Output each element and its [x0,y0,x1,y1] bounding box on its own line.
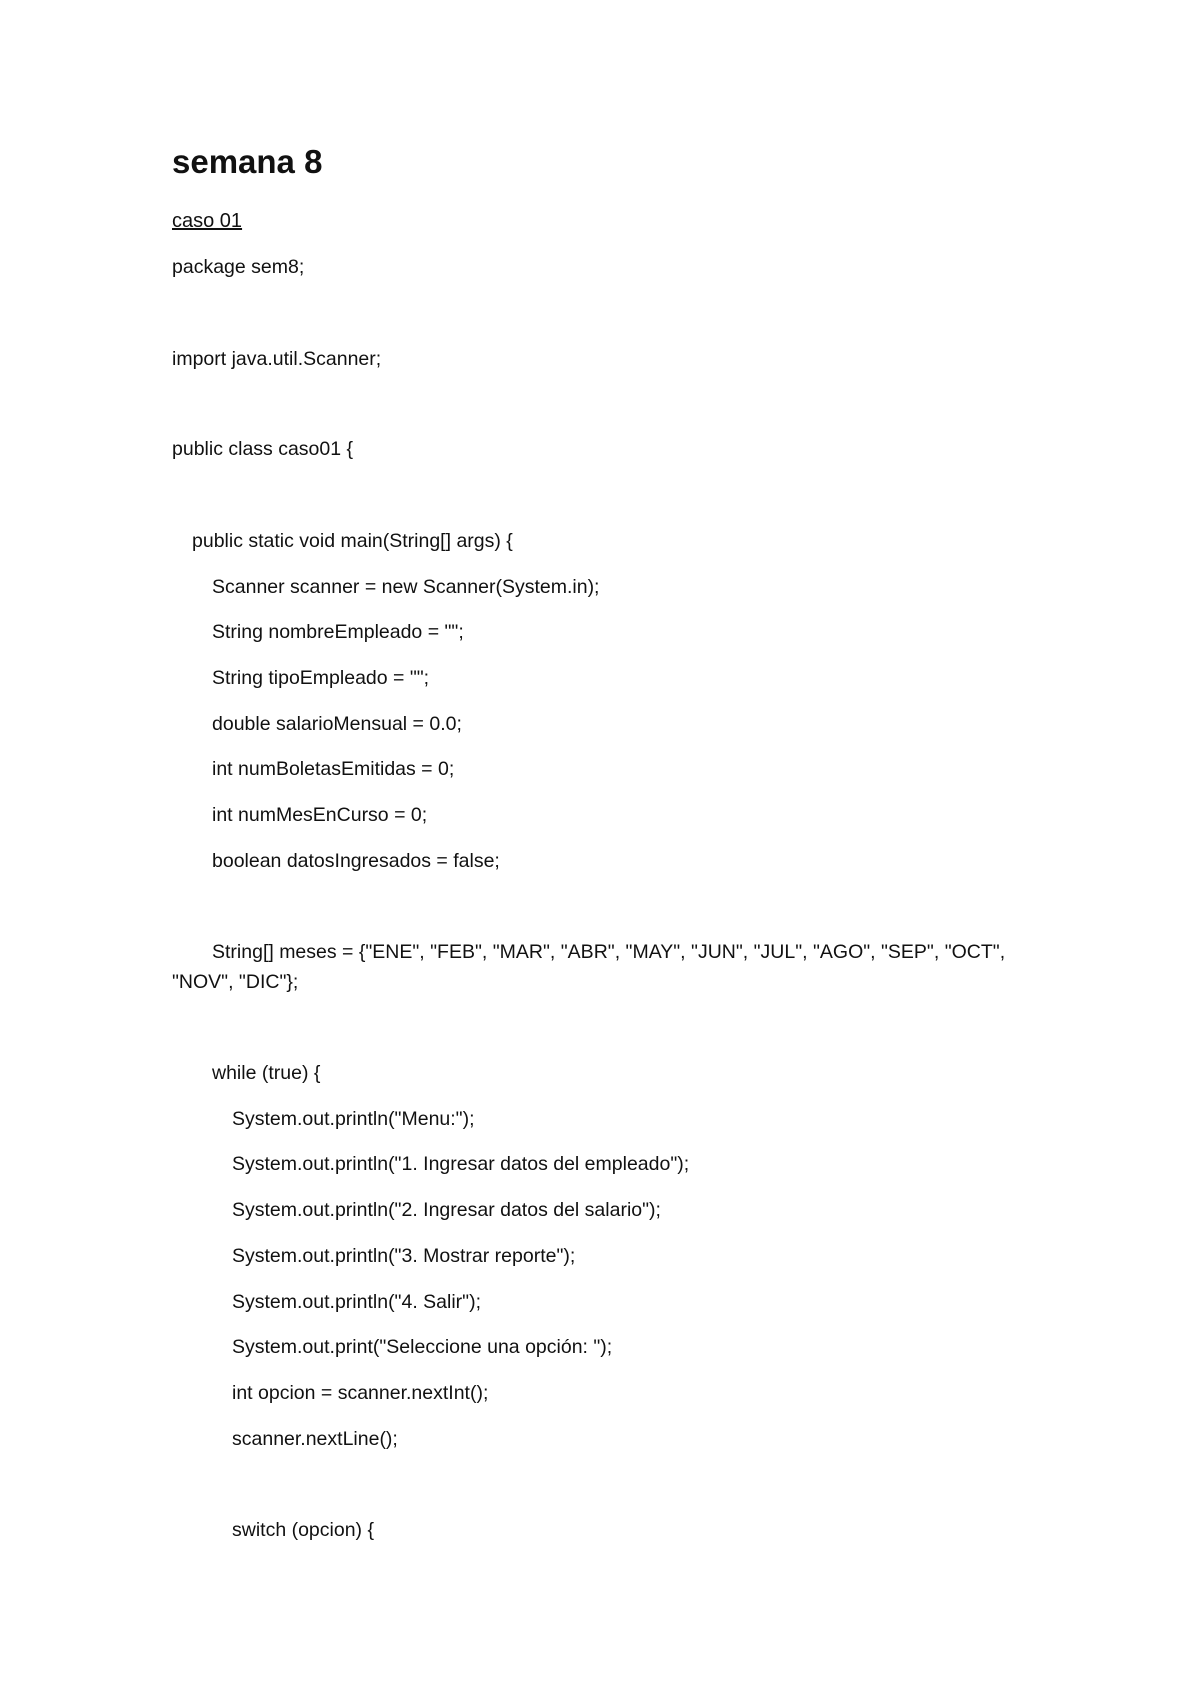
code-line: int numMesEnCurso = 0; [212,804,428,826]
code-line: int numBoletasEmitidas = 0; [212,758,455,780]
code-line: String tipoEmpleado = ""; [212,667,430,689]
code-line: String nombreEmpleado = ""; [212,621,464,643]
code-line: import java.util.Scanner; [172,348,382,370]
code-line: switch (opcion) { [232,1519,374,1541]
code-line: "NOV", "DIC"}; [172,971,299,993]
code-line: scanner.nextLine(); [232,1428,398,1450]
code-line: Scanner scanner = new Scanner(System.in); [212,576,600,598]
document-subtitle: caso 01 [172,210,243,232]
code-line: String[] meses = {"ENE", "FEB", "MAR", "ABR", "MAY", "JUN", "JUL", "AGO", "SEP", "OCT", [212,941,1006,963]
code-line: package sem8; [172,256,305,278]
code-line: public static void main(String[] args) { [192,530,513,552]
code-line: int opcion = scanner.nextInt(); [232,1382,489,1404]
code-line: double salarioMensual = 0.0; [212,713,462,735]
code-line: System.out.print("Seleccione una opción: "); [232,1336,613,1358]
code-line: System.out.println("4. Salir"); [232,1291,482,1313]
code-line: System.out.println("3. Mostrar reporte"); [232,1245,576,1267]
code-line: System.out.println("Menu:"); [232,1108,475,1130]
code-line: boolean datosIngresados = false; [212,850,500,872]
code-line: System.out.println("1. Ingresar datos del empleado"); [232,1153,690,1175]
code-line: while (true) { [212,1062,321,1084]
code-line: System.out.println("2. Ingresar datos del salario"); [232,1199,661,1221]
code-line: public class caso01 { [172,438,354,460]
document-title: semana 8 [172,143,323,180]
